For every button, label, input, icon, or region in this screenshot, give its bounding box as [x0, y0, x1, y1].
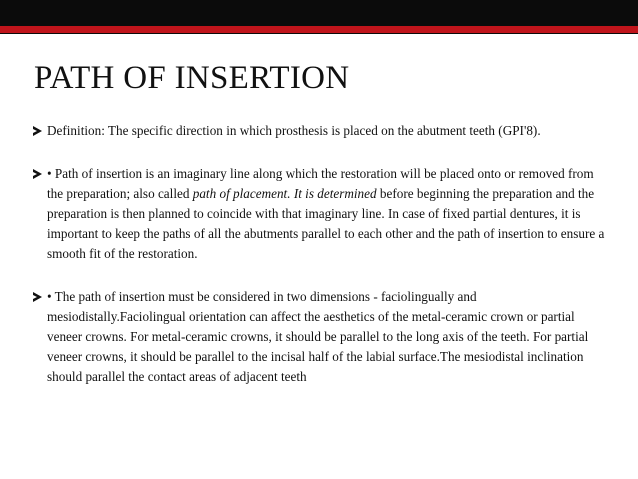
- bullet-text: • The path of insertion must be considered in two dimensions - faciolingually and mesiodistally.Faciolingual orientation can affect the aesthetics of the metal-ceramic crown or partial veneer crowns. For metal-ceramic crowns, it should be parallel to the long axis of the teeth. For partial veneer crowns, it should be parallel to the incisal half of the labial surface.The mesiodistal inclination should parallel the contact areas of adjacent teeth: [47, 289, 589, 384]
- header-bar-red: [0, 26, 638, 33]
- bullet-text: [47, 164, 608, 264]
- bullet-list: [33, 121, 608, 410]
- bullet-item-path-of-insertion: [33, 164, 608, 264]
- arrow-bullet-icon: [33, 126, 42, 136]
- bullet-item-dimensions: [33, 287, 608, 387]
- bullet-text: Definition: The specific direction in which prosthesis is placed on the abutment teeth (GPI'8).: [47, 123, 541, 138]
- bullet-item-definition: [33, 121, 608, 141]
- slide-title: PATH OF INSERTION: [34, 60, 350, 96]
- bullet-text-part: • Path of insertion is an imaginary line along which the restoration will be placed onto or removed from the preparation; also called: [47, 166, 594, 201]
- arrow-bullet-icon: [33, 292, 42, 302]
- bullet-text-italic: path of placement. It is determined: [192, 186, 377, 201]
- bullet-text-part: before beginning the preparation and the preparation is then planned to coincide with that imaginary line. In case of fixed partial dentures, it is important to keep the paths of all the abutments parallel to each other and the path of insertion to ensure a smooth fit of the restoration.: [47, 186, 605, 261]
- arrow-bullet-icon: [33, 169, 42, 179]
